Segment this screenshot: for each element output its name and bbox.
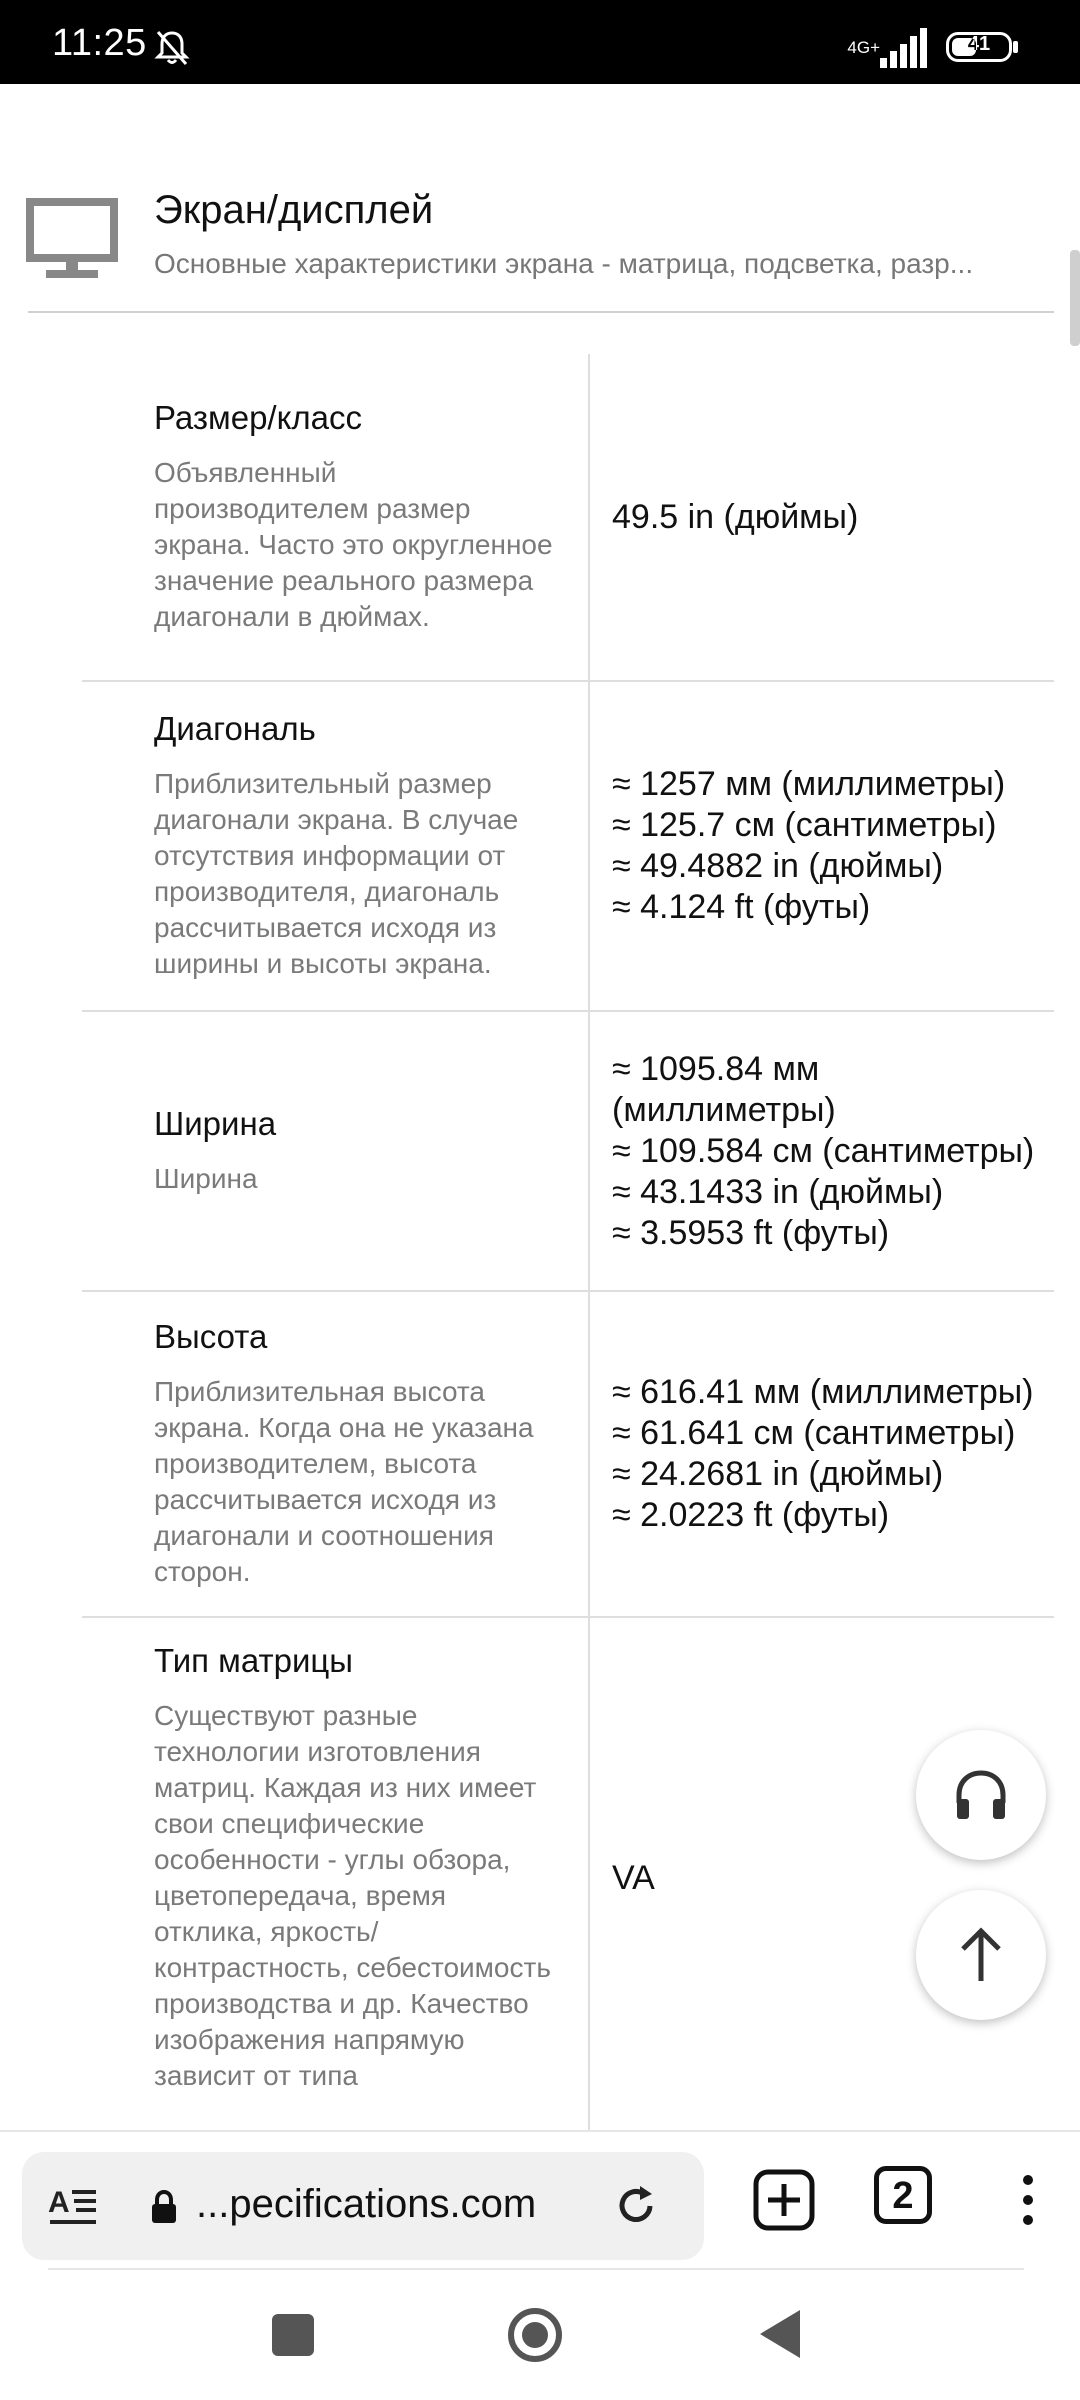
spec-value: ≈ 109.584 см (сантиметры) [612,1131,1035,1170]
spec-value: ≈ 616.41 мм (миллиметры) [612,1373,1034,1411]
reader-mode-icon[interactable] [48,2182,98,2230]
home-button[interactable] [508,2308,562,2362]
svg-text:A: A [48,2186,70,2219]
battery-icon [946,32,1012,62]
table-row [82,682,1054,1012]
network-type: 4G+ [847,38,880,57]
battery-level: 41 [967,33,991,55]
address-bar[interactable] [22,2152,704,2260]
spec-label-cell [82,682,590,1010]
spec-value: ≈ 3.5953 ft (футы) [612,1213,890,1252]
spec-label-cell [82,1292,590,1616]
signal-icon [878,24,928,72]
table-row [82,1618,1054,2178]
back-button[interactable] [760,2310,800,2358]
section-title: Экран/дисплей [154,188,434,232]
spec-name: Диагональ [154,710,316,747]
spec-value: ≈ 125.7 см (сантиметры) [612,806,997,844]
spec-value-cell [590,1012,1054,1290]
spec-value: ≈ 1257 мм (миллиметры) [612,765,1006,803]
new-tab-icon[interactable] [752,2168,816,2232]
table-row [82,1292,1054,1618]
spec-name: Высота [154,1318,268,1355]
recents-button[interactable] [272,2314,314,2356]
spec-value-cell [590,354,1054,680]
spec-name: Тип матрицы [154,1642,354,1679]
more-menu-icon[interactable] [996,2168,1060,2232]
scroll-to-top-button[interactable] [916,1890,1046,2020]
toolbar-divider [48,2268,1024,2270]
spec-value-cell [590,682,1054,1010]
spec-name: Размер/класс [154,399,363,436]
arrow-up-icon [949,1923,1013,1987]
spec-label-cell [82,354,590,680]
spec-value: ≈ 1095.84 мм (миллиметры) [612,1049,836,1129]
spec-table [82,354,1054,2178]
spec-value-cell [590,1292,1054,1616]
spec-description: Объявленный производителем размер экрана. Часто это округленное значение реального размера диагонали в дюймах. [154,457,553,632]
spec-description: Существуют разные технологии изготовления матриц. Каждая из них имеет свои специфические особенности - углы обзора, цветопередача, время отклика, яркость/контрастность, себестоимость производства и др. Качество изображения напрямую зависит от типа [154,1700,551,2091]
section-divider [28,311,1054,313]
headphones-icon [949,1763,1013,1827]
listen-button[interactable] [916,1730,1046,1860]
battery-tip [1013,41,1018,53]
spec-name: Ширина [154,1105,277,1142]
spec-value: ≈ 4.124 ft (футы) [612,888,871,926]
lock-icon [150,2190,178,2224]
spec-value: ≈ 43.1433 in (дюймы) [612,1172,944,1211]
monitor-icon [26,198,118,280]
spec-value: 49.5 in (дюймы) [612,497,859,536]
bell-muted-icon [152,28,192,68]
table-row [82,1012,1054,1292]
url-text[interactable]: ...pecifications.com [196,2182,537,2226]
spec-value: ≈ 2.0223 ft (футы) [612,1496,890,1534]
spec-label-cell [82,1012,590,1290]
scrollbar[interactable] [1070,250,1080,346]
tab-switcher-button[interactable]: 2 [874,2166,932,2224]
reload-icon[interactable] [614,2184,658,2228]
spec-label-cell [82,1618,590,2178]
spec-description: Приблизительный размер диагонали экрана. В случае отсутствия информации от производителя, диагональ рассчитывается исходя из ширины и высоты экрана. [154,768,519,979]
spec-value: VA [612,1859,655,1897]
spec-value: ≈ 24.2681 in (дюймы) [612,1455,944,1493]
table-row [82,354,1054,682]
spec-description: Приблизительная высота экрана. Когда она не указана производителем, высота рассчитывается исходя из диагонали и соотношения сторон. [154,1376,534,1587]
spec-value: ≈ 61.641 см (сантиметры) [612,1414,1016,1452]
status-time: 11:25 [52,22,147,64]
system-nav-bar [0,2272,1080,2400]
spec-value: ≈ 49.4882 in (дюймы) [612,847,944,885]
spec-description: Ширина [154,1163,258,1194]
status-bar [0,0,1080,84]
section-subtitle: Основные характеристики экрана - матрица, подсветка, разр... [154,248,974,279]
